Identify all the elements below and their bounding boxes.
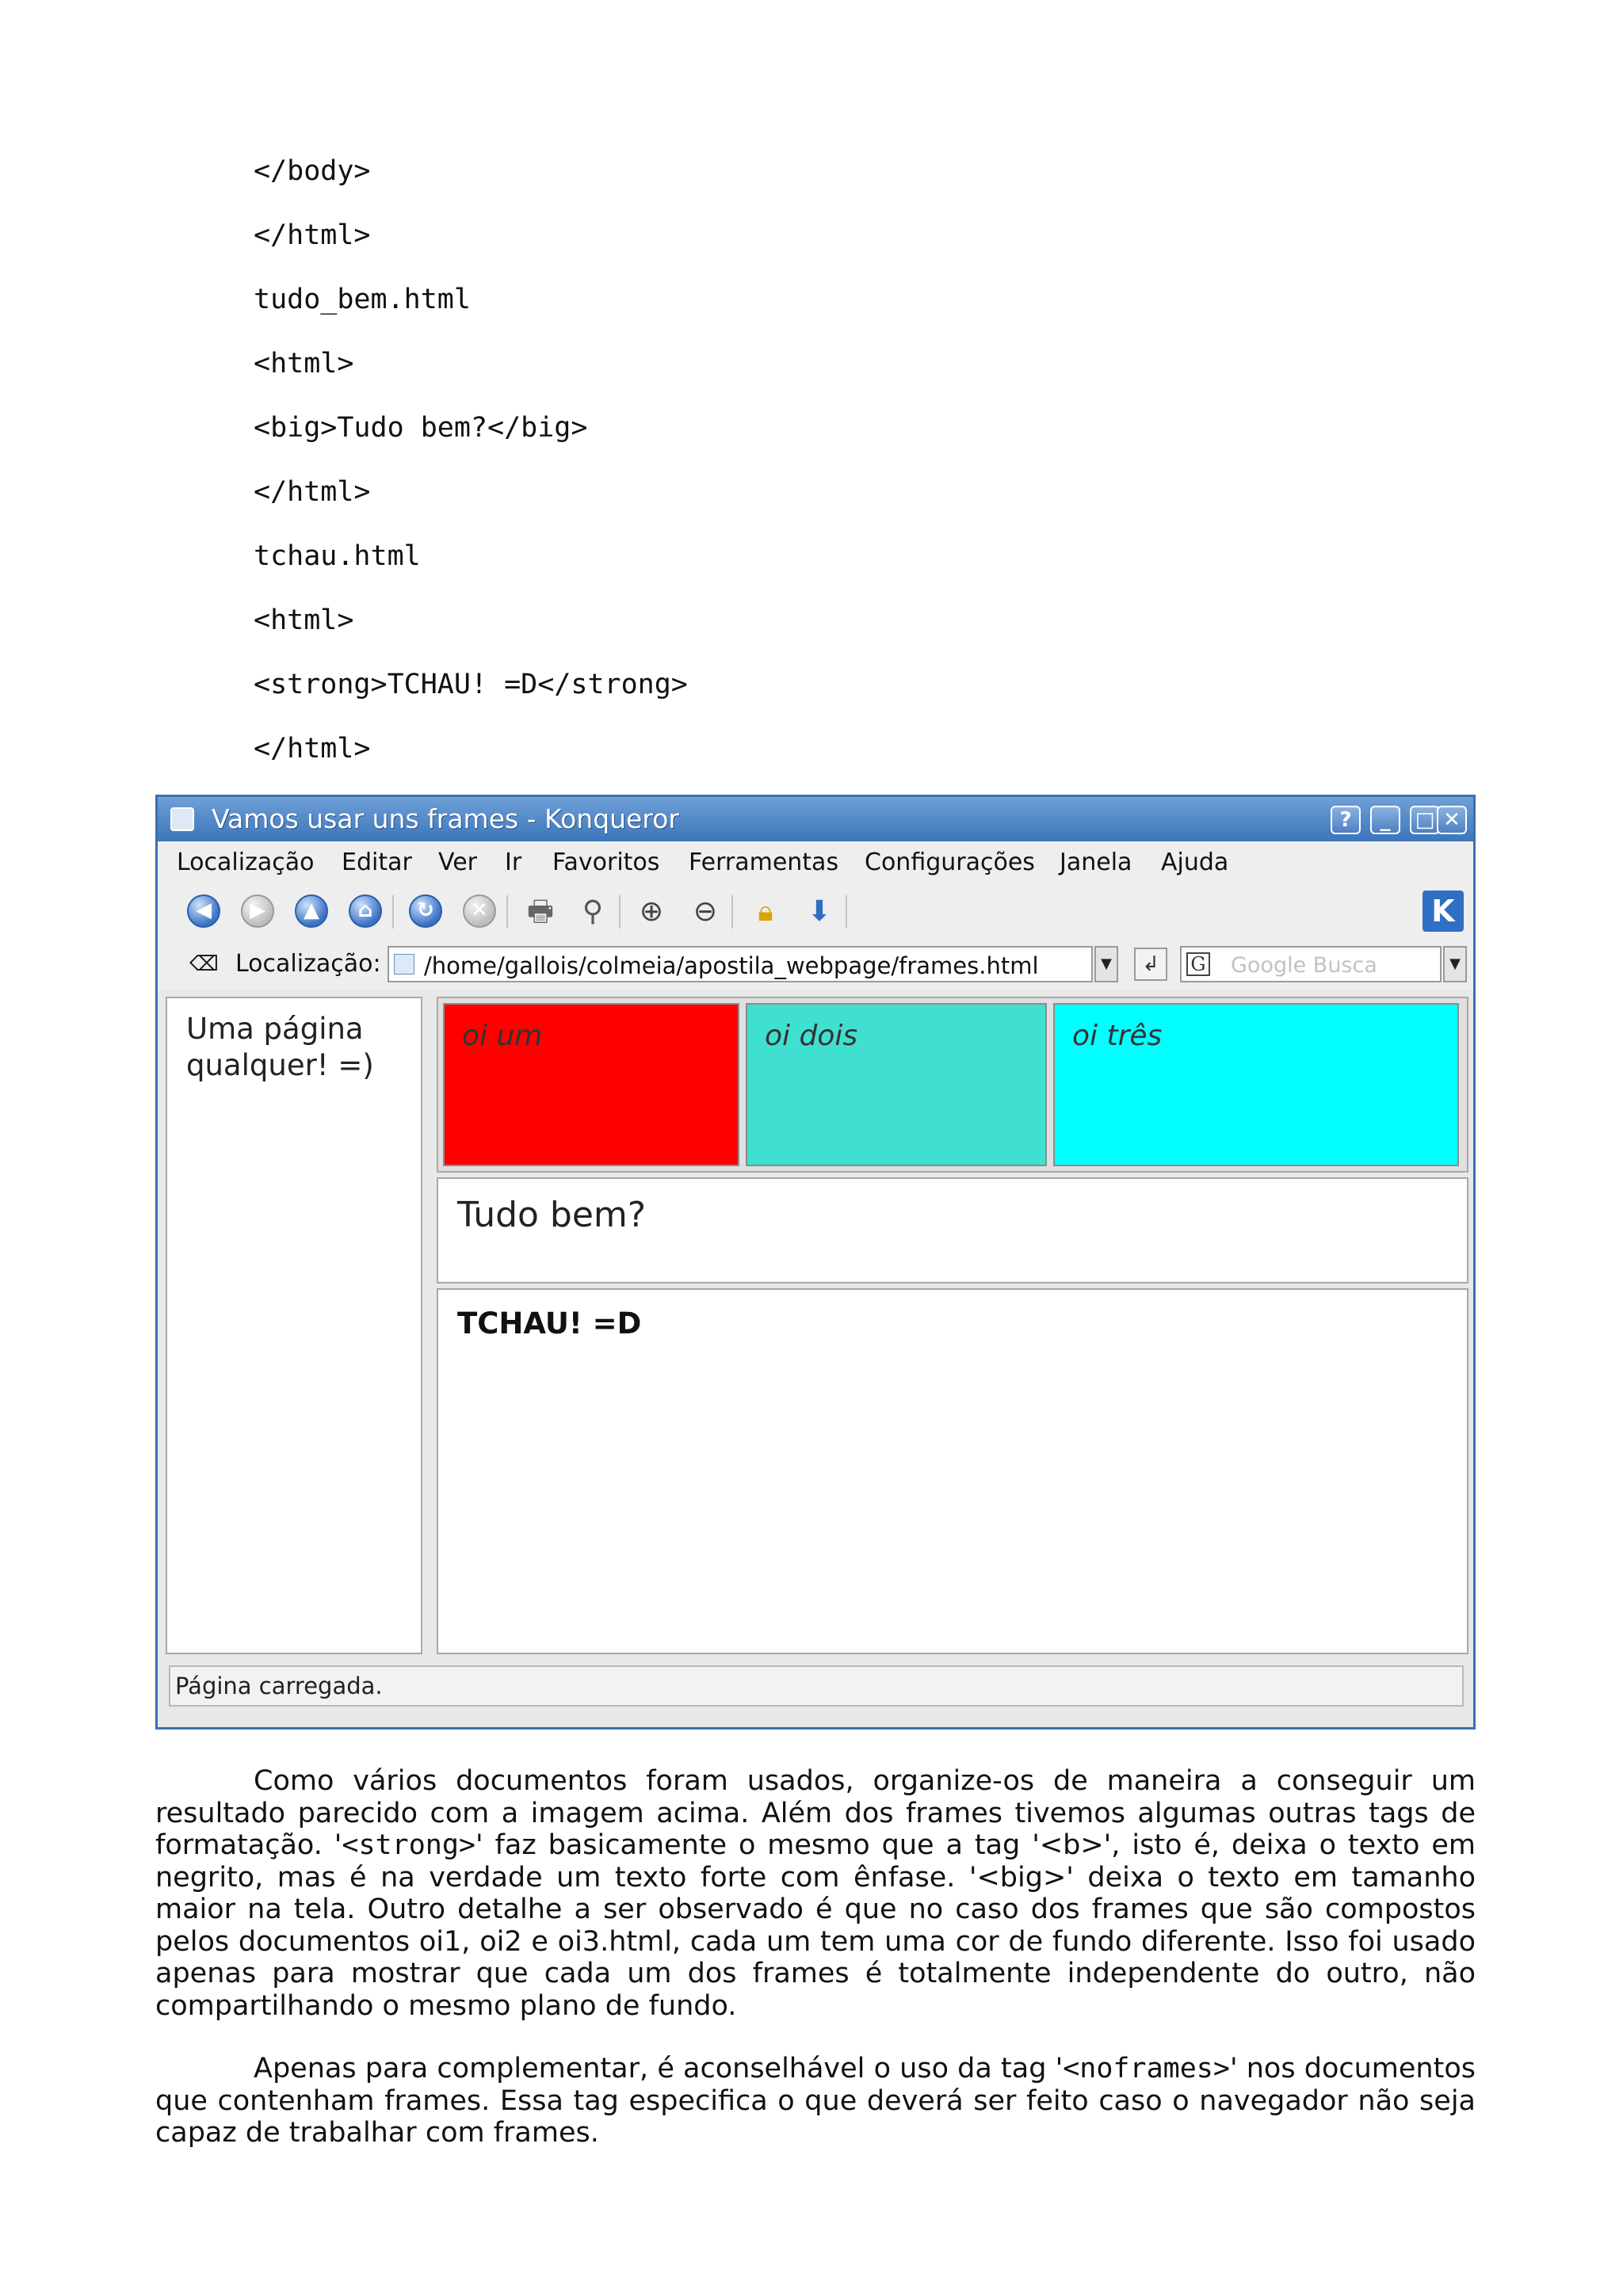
paragraph-text: Como vários documentos foram usados, organize-os de maneira a conseguir um resultado parecido com a imagem acima. Além dos frames tivemos algumas outras tags de formatação. '	[155, 1765, 1476, 1861]
middle-frame[interactable]	[437, 1177, 1468, 1283]
favicon-icon	[394, 954, 414, 974]
paragraph-text: ' faz basicamente o mesmo que a tag '<b>', isto é, deixa o texto em negrito, mas é na verdade um texto forte com ênfase. '<big>' deixa o texto em tamanho maior na tela. Outro detalhe a ser observado é que no caso dos frames que são compostos pelos documentos oi1, oi2 e oi3.html, cada um tem uma cor de fundo diferente. Isso foi usado apenas para mostrar que cada um dos frames é totalmente independente do outro, não compartilhando o mesmo plano de fundo.	[155, 1829, 1476, 2022]
menu-ferramentas[interactable]: Ferramentas	[689, 849, 839, 876]
middle-frame-text: Tudo bem?	[457, 1195, 647, 1235]
stop-icon[interactable]: ✕	[460, 892, 500, 932]
back-icon[interactable]: ◀	[185, 892, 224, 932]
toolbar-separator	[506, 895, 508, 929]
menu-janela[interactable]: Janela	[1060, 849, 1132, 876]
bottom-frame[interactable]	[437, 1288, 1468, 1654]
code-line: <html>	[254, 605, 354, 636]
code-line: <html>	[254, 348, 354, 379]
menu-localizacao[interactable]: Localização	[177, 849, 315, 876]
url-text: /home/gallois/colmeia/apostila_webpage/frames.html	[424, 952, 1039, 979]
search-dropdown-button[interactable]: ▼	[1443, 946, 1467, 982]
code-line: <strong>TCHAU! =D</strong>	[254, 669, 688, 700]
page-content	[158, 990, 1473, 1657]
help-button[interactable]: ?	[1331, 806, 1361, 834]
reload-icon[interactable]: ↻	[407, 892, 446, 932]
code-line: </html>	[254, 476, 371, 508]
toolbar-separator	[846, 895, 847, 929]
menu-ir[interactable]: Ir	[505, 849, 522, 876]
menu-favoritos[interactable]: Favoritos	[552, 849, 660, 876]
menu-ver[interactable]: Ver	[438, 849, 477, 876]
paragraph	[155, 1765, 1476, 2022]
forward-icon[interactable]: ▶	[239, 892, 278, 932]
menu-configuracoes[interactable]: Configurações	[865, 849, 1035, 876]
code-tag: <noframes>	[1063, 2053, 1230, 2084]
toolbar-separator	[731, 895, 733, 929]
code-line: tudo_bem.html	[254, 284, 471, 315]
location-label: Localização:	[235, 950, 381, 978]
zoom-in-icon[interactable]: ⊕	[639, 895, 664, 928]
window-title: Vamos usar uns frames - Konqueror	[212, 803, 679, 834]
frame-label: oi dois	[765, 1020, 858, 1052]
menu-ajuda[interactable]: Ajuda	[1161, 849, 1229, 876]
print-icon[interactable]: 🖶	[527, 895, 554, 928]
code-line: </body>	[254, 155, 371, 187]
google-icon: G	[1186, 952, 1210, 976]
toolbar-separator	[392, 895, 394, 929]
paragraph	[155, 2053, 1476, 2149]
clear-location-icon[interactable]: ⌫	[189, 952, 219, 976]
menu-bar	[158, 841, 1473, 883]
menu-editar[interactable]: Editar	[342, 849, 412, 876]
go-button[interactable]: ↲	[1134, 948, 1167, 981]
url-dropdown-button[interactable]: ▼	[1094, 946, 1118, 982]
frame-label: oi um	[462, 1020, 543, 1052]
left-frame-text: Uma página qualquer! =)	[186, 1012, 374, 1082]
code-line: <big>Tudo bem?</big>	[254, 412, 588, 444]
kde-logo-icon[interactable]: K	[1423, 891, 1464, 932]
konqueror-window	[155, 795, 1476, 1730]
find-icon[interactable]: ⚲	[582, 895, 604, 928]
security-lock-icon[interactable]: 🔒︎	[758, 895, 773, 928]
toolbar-separator	[619, 895, 621, 929]
minimize-button[interactable]: _	[1370, 806, 1400, 834]
code-tag: <strong>	[342, 1829, 475, 1861]
close-button[interactable]: ✕	[1437, 806, 1467, 834]
left-frame[interactable]	[166, 997, 422, 1654]
home-icon[interactable]: ⌂	[346, 892, 386, 932]
download-icon[interactable]: ⬇	[807, 895, 832, 928]
title-bar[interactable]	[158, 797, 1473, 841]
location-bar	[158, 940, 1473, 990]
paragraph-text: Apenas para complementar, é aconselhável o uso da tag '	[254, 2053, 1064, 2084]
top-frameset	[437, 997, 1468, 1173]
code-line: </html>	[254, 733, 371, 765]
search-input[interactable]	[1180, 946, 1442, 982]
bottom-frame-text: TCHAU! =D	[457, 1306, 642, 1341]
status-text: Página carregada.	[175, 1672, 383, 1699]
zoom-out-icon[interactable]: ⊖	[693, 895, 718, 928]
frame-label: oi três	[1072, 1020, 1163, 1052]
search-placeholder: Google Busca	[1231, 953, 1377, 978]
status-bar	[169, 1665, 1464, 1707]
konqueror-app-icon[interactable]	[170, 807, 194, 831]
up-icon[interactable]: ▲	[292, 892, 332, 932]
frame-oi-tres[interactable]	[1053, 1003, 1459, 1166]
maximize-button[interactable]: □	[1410, 806, 1440, 834]
code-line: tchau.html	[254, 540, 421, 572]
url-input[interactable]	[388, 946, 1093, 982]
code-line: </html>	[254, 219, 371, 251]
frame-oi-dois[interactable]	[746, 1003, 1047, 1166]
frame-oi-um[interactable]	[443, 1003, 739, 1166]
paragraph-text: ' nos documentos que contenham frames. Essa tag especifica o que deverá ser feito caso o navegador não seja capaz de trabalhar com frames.	[155, 2053, 1476, 2149]
toolbar	[158, 883, 1473, 940]
